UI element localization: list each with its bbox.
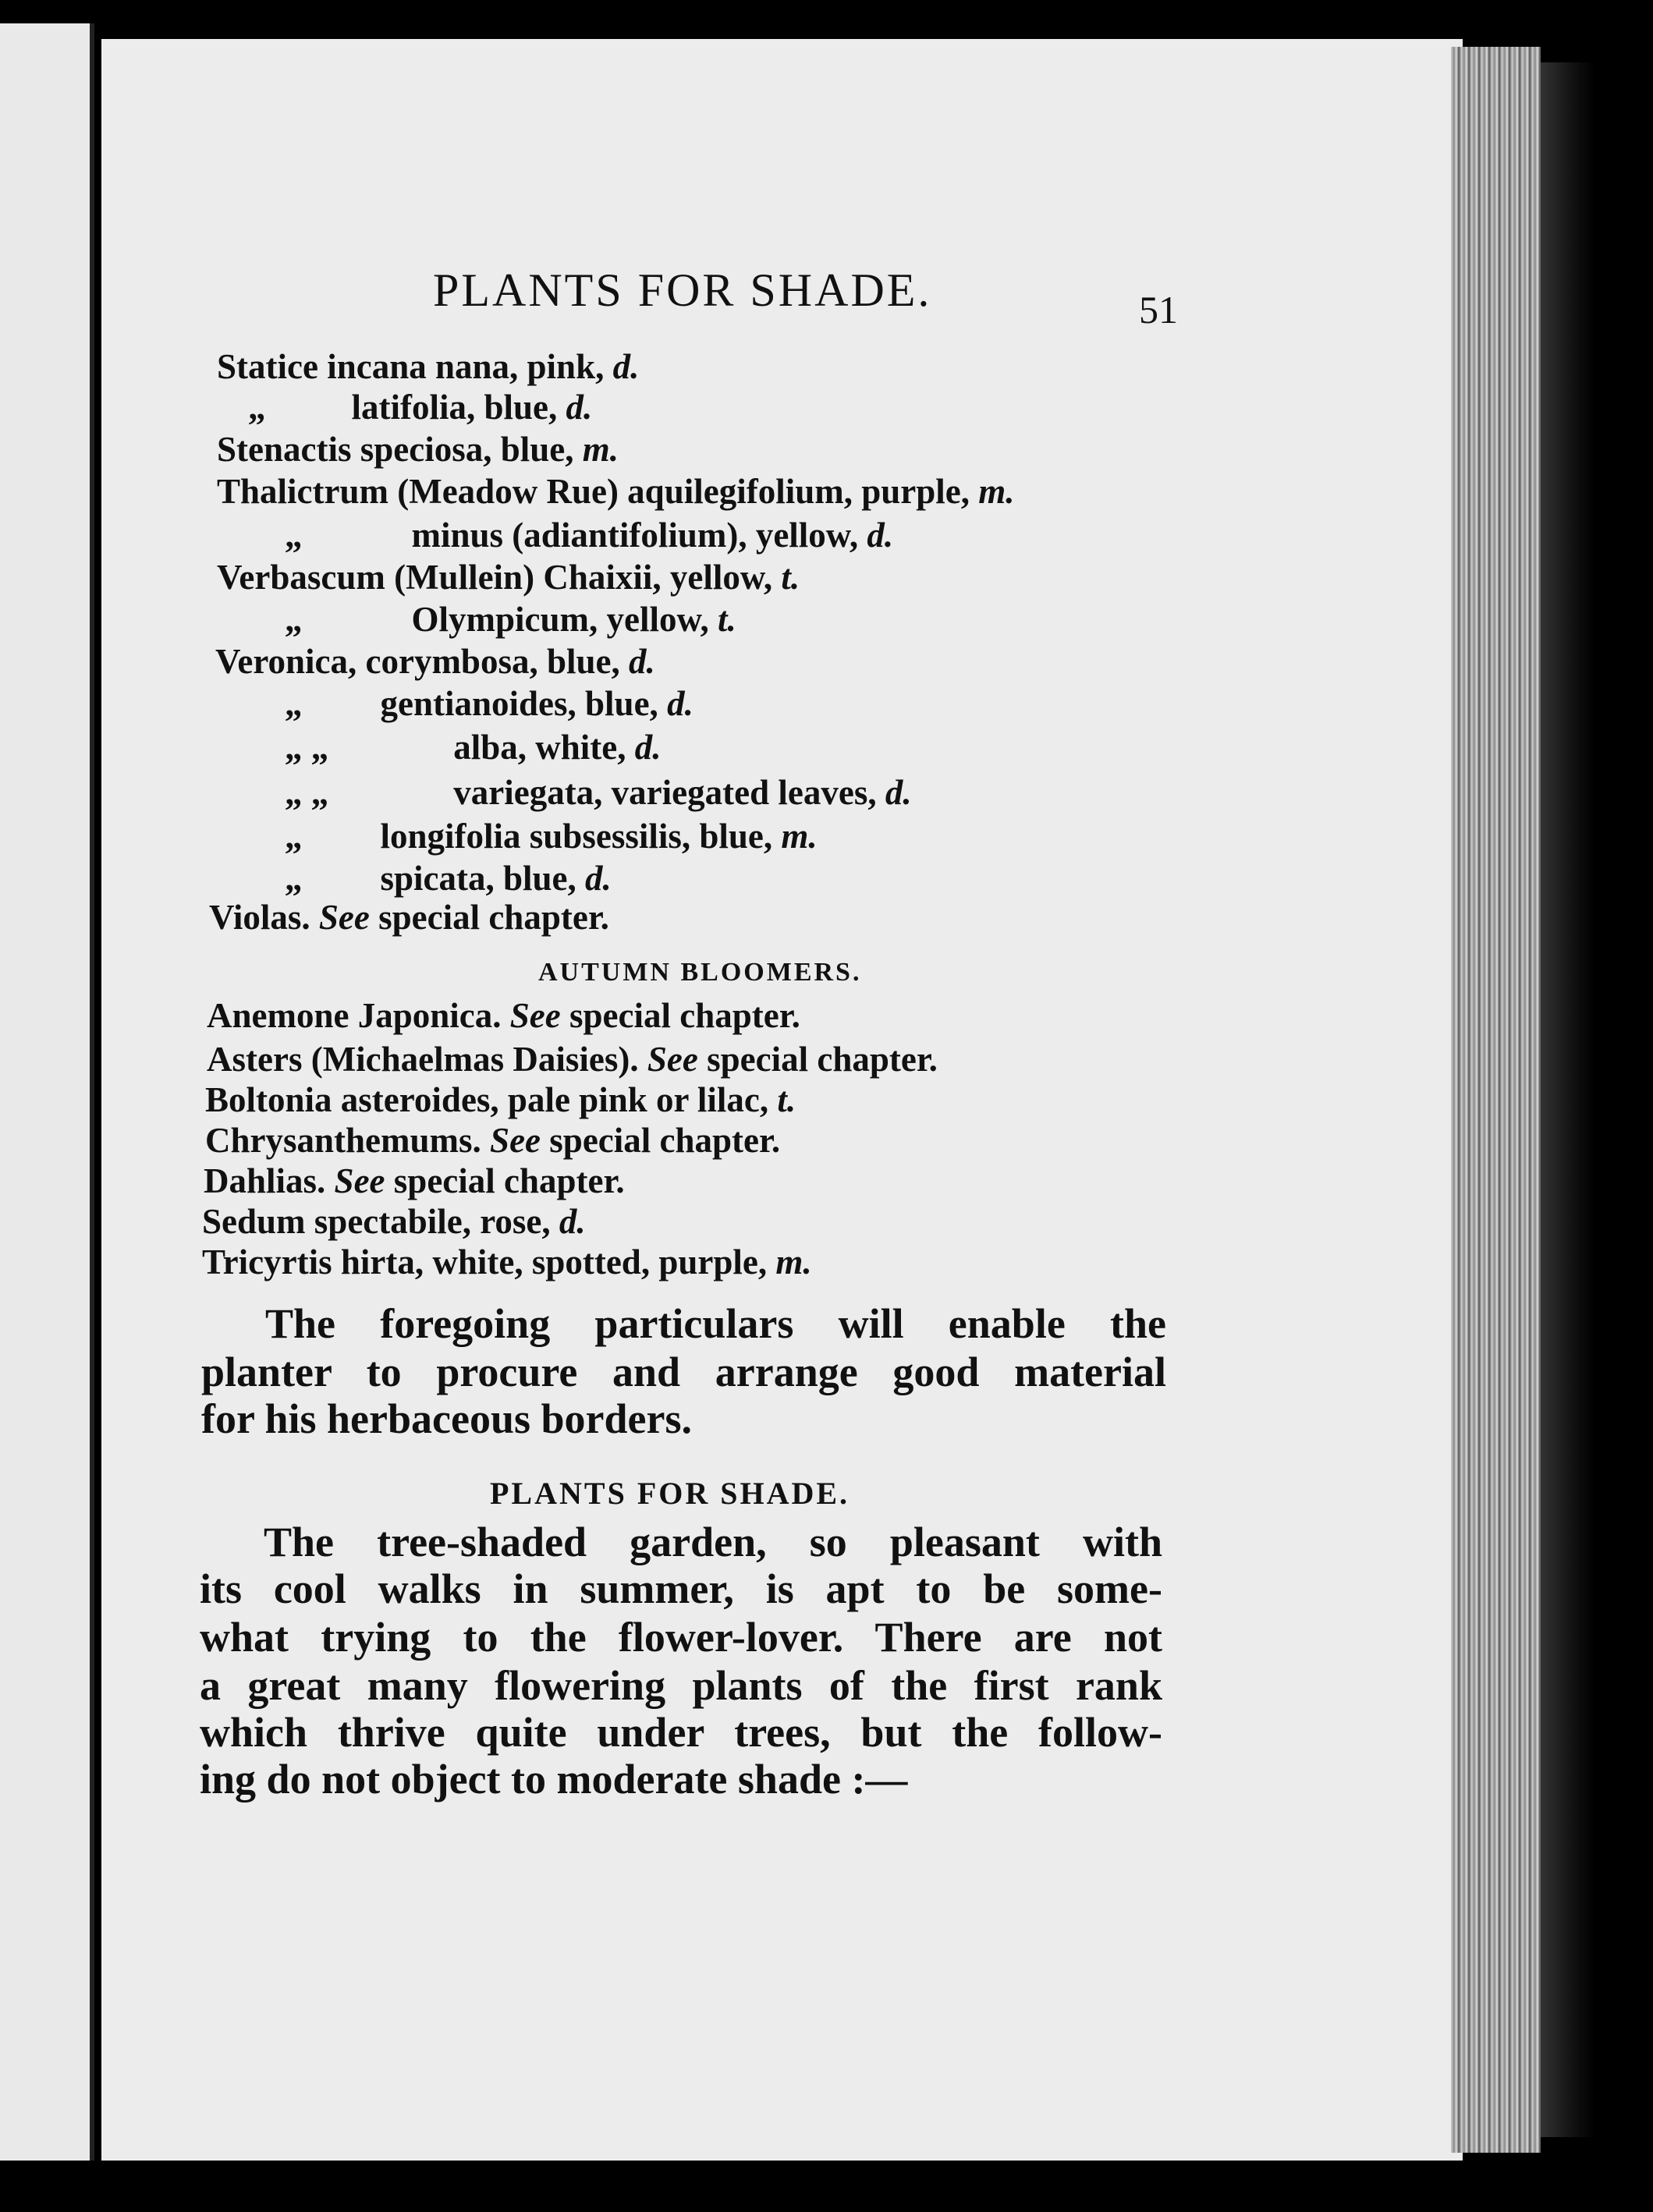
list-item: Statice incana nana, pink, d. <box>217 347 640 386</box>
list-item: Anemone Japonica. See special chapter. <box>207 996 800 1035</box>
book-edge-shadow <box>1541 62 1595 2137</box>
list-item: „ minus (adiantifolium), yellow, d. <box>285 516 894 555</box>
paragraph-line: ing do not object to moderate shade :— <box>200 1756 908 1803</box>
list-item: „ Olympicum, yellow, t. <box>285 600 736 639</box>
list-item: Boltonia asteroides, pale pink or lilac, t. <box>205 1080 796 1119</box>
paragraph-line: planter to procure and arrange good material <box>201 1349 1166 1395</box>
list-item: „ spicata, blue, d. <box>285 859 612 898</box>
paragraph-line: The tree-shaded garden, so pleasant with <box>264 1519 1162 1565</box>
list-item: Verbascum (Mullein) Chaixii, yellow, t. <box>217 558 800 597</box>
list-item: Thalictrum (Meadow Rue) aquilegifolium, purple, m. <box>217 472 1015 511</box>
list-item: Veronica, corymbosa, blue, d. <box>215 642 655 681</box>
list-item: Dahlias. See special chapter. <box>204 1161 625 1200</box>
list-item: Tricyrtis hirta, white, spotted, purple, m. <box>202 1242 812 1281</box>
section-heading-autumn-bloomers: AUTUMN BLOOMERS. <box>538 958 862 987</box>
list-item: Violas. See special chapter. <box>209 898 609 937</box>
list-item: „ gentianoides, blue, d. <box>285 684 693 723</box>
list-item: „ latifolia, blue, d. <box>248 388 593 427</box>
paragraph-line: a great many flowering plants of the first rank <box>200 1662 1162 1709</box>
page-number: 51 <box>1139 288 1178 331</box>
paragraph-line: The foregoing particulars will enable the <box>265 1300 1166 1347</box>
page-edges <box>1451 47 1541 2153</box>
list-item: „ „ alba, white, d. <box>285 728 662 767</box>
list-item: Chrysanthemums. See special chapter. <box>205 1121 781 1160</box>
paragraph-line: for his herbaceous borders. <box>201 1395 692 1442</box>
list-item: Stenactis speciosa, blue, m. <box>217 430 619 469</box>
list-item: Asters (Michaelmas Daisies). See special chapter. <box>207 1040 938 1079</box>
paragraph-line: which thrive quite under trees, but the follow- <box>200 1709 1162 1756</box>
paragraph-line: its cool walks in summer, is apt to be some- <box>200 1565 1162 1612</box>
section-heading-plants-for-shade: PLANTS FOR SHADE. <box>490 1476 850 1511</box>
list-item: Sedum spectabile, rose, d. <box>202 1202 586 1241</box>
list-item: „ „ variegata, variegated leaves, d. <box>285 773 912 812</box>
previous-page-edge <box>0 23 94 2161</box>
list-item: „ longifolia subsessilis, blue, m. <box>285 817 818 856</box>
paragraph-line: what trying to the flower-lover. There are not <box>200 1614 1162 1661</box>
running-title: PLANTS FOR SHADE. <box>433 264 932 316</box>
